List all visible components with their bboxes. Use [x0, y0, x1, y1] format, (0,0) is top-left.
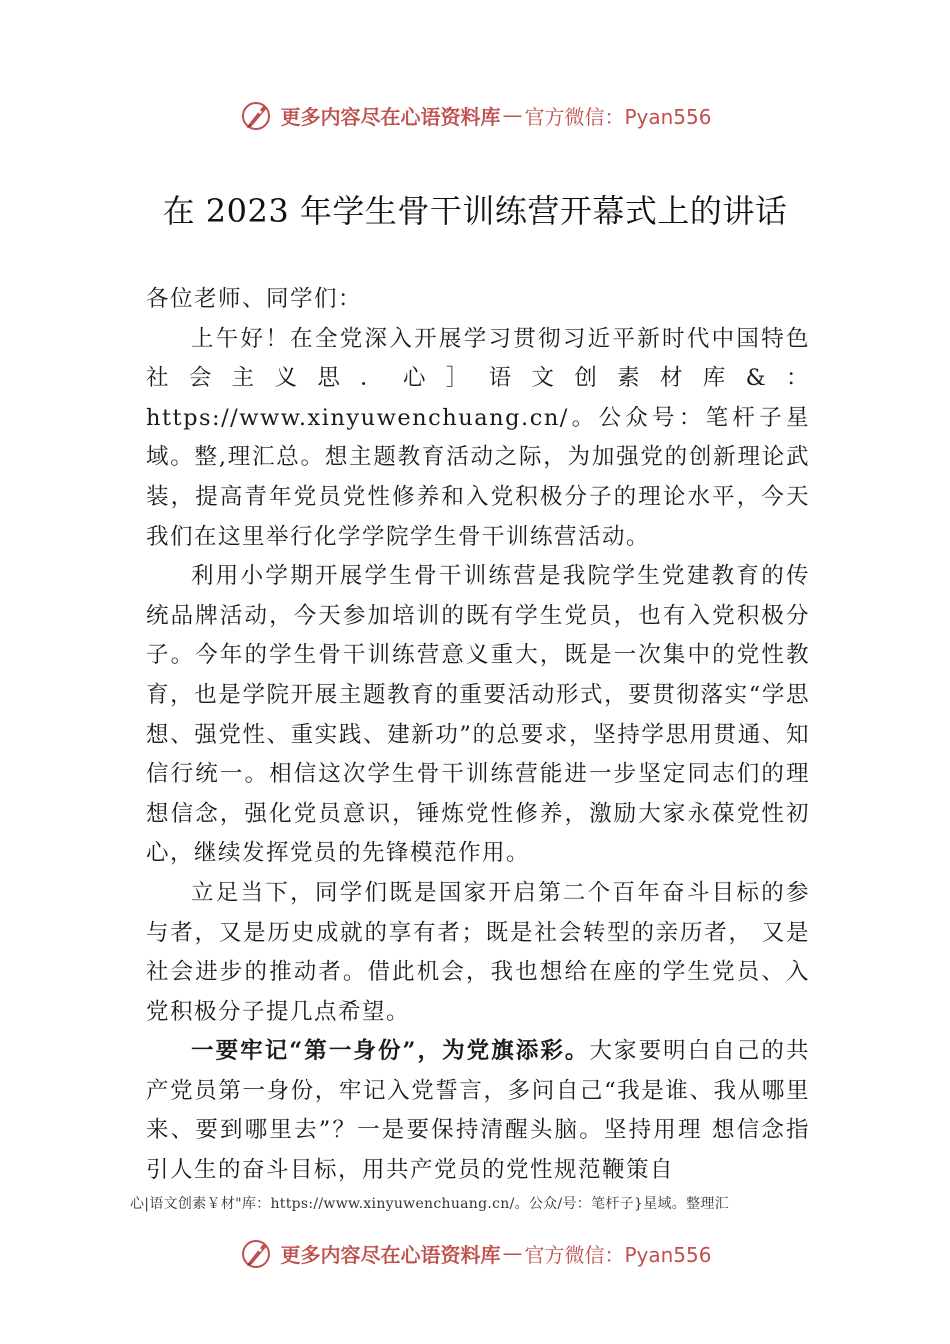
library-name: 更多内容尽在心语资料库 — [280, 1242, 501, 1267]
pen-nib-logo-icon — [238, 97, 274, 133]
document-title: 在 2023 年学生骨干训练营开幕式上的讲话 — [162, 192, 788, 230]
banner-dash: — — [502, 103, 523, 127]
wechat-contact: 官方微信：Pyan556 — [524, 104, 712, 129]
paragraph-3: 立足当下，同学们既是国家开启第二个百年奋斗目标的参与者，又是历史成就的享有者；既是社会转型的亲历者， 又是社会进步的推动者。借此机会，我也想给在座的学生党员、入党积极分子提几点希望。 — [146, 879, 810, 1025]
library-name: 更多内容尽在心语资料库 — [280, 104, 501, 129]
paragraph-4-heading: 一要牢记“第一身份”，为党旗添彩。 — [191, 1038, 590, 1065]
paragraph-1: 上午好！在全党深入开展学习贯彻习近平新时代中国特色社会主义思．心］语文创素材库&：https://www.xinyuwenchuang.cn/。公众号：笔杆子星域。整,理汇总。想主题教育活动之际，为加强党的创新理论武装，提高青年党员党性修养和入党积极分子的理论水平，今天我们在这里举行化学学院学生骨干训练营活动。 — [146, 325, 810, 550]
paragraph-2: 利用小学期开展学生骨干训练营是我院学生党建教育的传统品牌活动，今天参加培训的既有学生党员，也有入党积极分子。今年的学生骨干训练营意义重大，既是一次集中的党性教育，也是学院开展主题教育的重要活动形式，要贯彻落实“学思想、强党性、重实践、建新功”的总要求，坚持学思用贯通、知信行统一。相信这次学生骨干训练营能进一步坚定同志们的理想信念，强化党员意识，锤炼党性修养，激励大家永葆党性初心，继续发挥党员的先锋模范作用。 — [146, 563, 810, 867]
footer-watermark: 心|语文创素￥材"库：https://www.xinyuwenchuang.cn/。公众/号：笔杆子}星域。整理汇 — [130, 1196, 730, 1212]
document-body — [146, 280, 810, 1191]
greeting: 各位老师、同学们： — [146, 286, 363, 312]
paragraph-4 — [146, 1032, 810, 1190]
header-banner — [0, 93, 950, 137]
wechat-contact: 官方微信：Pyan556 — [524, 1242, 712, 1267]
paragraph-4-text: 大家要明白自己的共产党员第一身份，牢记入党誓言，多问自己“我是谁、我从哪里来、要到哪里去”？一是要保持清醒头脑。坚持用理 想信念指引人生的奋斗目标，用共产党员的党性规范鞭策自 — [146, 1038, 810, 1184]
footer-banner — [0, 1231, 950, 1275]
banner-dash: — — [502, 1241, 523, 1265]
pen-nib-logo-icon — [238, 1235, 274, 1271]
